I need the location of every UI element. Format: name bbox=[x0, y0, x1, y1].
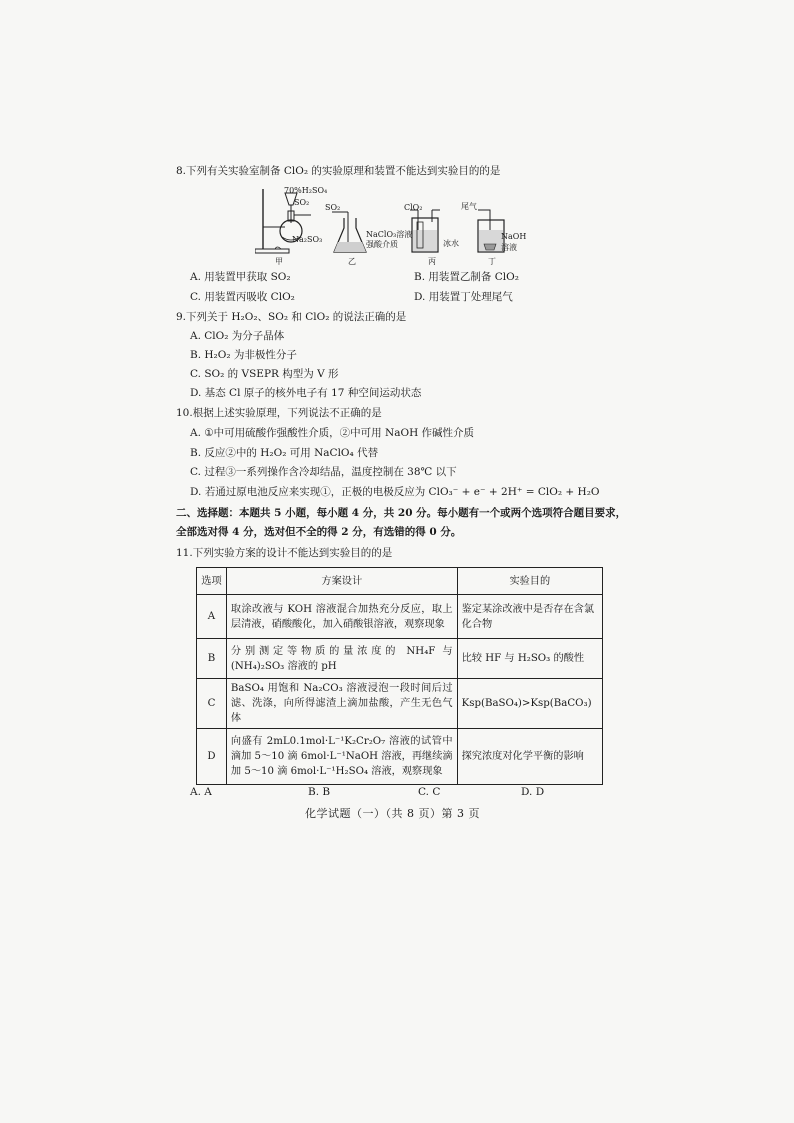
row-d-option: D bbox=[197, 729, 227, 785]
yi-solution-label: NaClO₃溶液 bbox=[366, 230, 413, 239]
q10-option-b: B. 反应②中的 H₂O₂ 可用 NaClO₄ 代替 bbox=[190, 447, 379, 459]
q10-option-d: D. 若通过原电池反应来实现①，正极的电极反应为 ClO₃⁻ + e⁻ + 2H⁺ = ClO₂ + H₂O bbox=[190, 486, 600, 498]
q11-answer-b: B. B bbox=[308, 786, 331, 798]
q8-option-d: D. 用装置丁处理尾气 bbox=[414, 291, 513, 303]
row-b-goal: 比较 HF 与 H₂SO₃ 的酸性 bbox=[457, 639, 602, 679]
q9-option-a: A. ClO₂ 为分子晶体 bbox=[190, 330, 285, 342]
ding-gas-label: 尾气 bbox=[461, 202, 477, 211]
header-goal: 实验目的 bbox=[457, 568, 602, 595]
q10-option-a: A. ①中可用硫酸作强酸性介质，②中可用 NaOH 作碱性介质 bbox=[190, 427, 475, 439]
q11-answer-a: A. A bbox=[190, 786, 212, 798]
q8-option-c: C. 用装置丙吸收 ClO₂ bbox=[190, 291, 295, 303]
apparatus-bing-diagram bbox=[408, 208, 448, 258]
q9-stem: 9.下列关于 H₂O₂、SO₂ 和 ClO₂ 的说法正确的是 bbox=[176, 311, 407, 323]
row-a-option: A bbox=[197, 595, 227, 639]
q11-table bbox=[196, 567, 603, 785]
yi-medium-label: 强酸介质 bbox=[366, 240, 398, 249]
jia-flask-label: Na₂SO₃ bbox=[292, 235, 323, 244]
table-row bbox=[197, 595, 603, 639]
header-design: 方案设计 bbox=[226, 568, 457, 595]
row-b-option: B bbox=[197, 639, 227, 679]
q10-stem: 10.根据上述实验原理，下列说法不正确的是 bbox=[176, 407, 382, 419]
table-row bbox=[197, 639, 603, 679]
row-a-goal: 鉴定某涂改液中是否存在含氯化合物 bbox=[457, 595, 602, 639]
row-c-goal: Ksp(BaSO₄)>Ksp(BaCO₃) bbox=[457, 679, 602, 729]
bing-gas-label: ClO₂ bbox=[404, 203, 423, 212]
q9-option-d: D. 基态 Cl 原子的核外电子有 17 种空间运动状态 bbox=[190, 387, 422, 399]
jia-reagent-label: 70%H₂SO₄ bbox=[284, 186, 328, 195]
jia-caption: 甲 bbox=[275, 257, 283, 266]
row-c-option: C bbox=[197, 679, 227, 729]
section2-instructions-line2: 全部选对得 4 分，选对但不全的得 2 分，有选错的得 0 分。 bbox=[176, 526, 462, 538]
row-d-goal: 探究浓度对化学平衡的影响 bbox=[457, 729, 602, 785]
bing-caption: 丙 bbox=[428, 257, 436, 266]
yi-gas-label: SO₂ bbox=[325, 203, 341, 212]
row-d-design: 向盛有 2mL0.1mol·L⁻¹K₂Cr₂O₇ 溶液的试管中滴加 5～10 滴 6mol·L⁻¹NaOH 溶液，再继续滴加 5～10 滴 6mol·L⁻¹H₂SO₄ 溶液，观察现象 bbox=[226, 729, 457, 785]
page-footer: 化学试题（一）（共 8 页）第 3 页 bbox=[305, 807, 480, 820]
table-row bbox=[197, 679, 603, 729]
q8-option-b: B. 用装置乙制备 ClO₂ bbox=[414, 271, 519, 283]
q9-option-b: B. H₂O₂ 为非极性分子 bbox=[190, 349, 297, 361]
table-row bbox=[197, 729, 603, 785]
q11-stem: 11.下列实验方案的设计不能达到实验目的的是 bbox=[176, 547, 393, 559]
q11-answer-d: D. D bbox=[521, 786, 545, 798]
q8-stem: 8.下列有关实验室制备 ClO₂ 的实验原理和装置不能达到实验目的的是 bbox=[176, 165, 501, 177]
row-b-design: 分别测定等物质的量浓度的 NH₄F 与 (NH₄)₂SO₃ 溶液的 pH bbox=[226, 639, 457, 679]
row-c-design: BaSO₄ 用饱和 Na₂CO₃ 溶液浸泡一段时间后过滤、洗涤，向所得滤渣上滴加盐酸，产生无色气体 bbox=[226, 679, 457, 729]
row-a-design: 取涂改液与 KOH 溶液混合加热充分反应，取上层清液，硝酸酸化，加入硝酸银溶液，观察现象 bbox=[226, 595, 457, 639]
ding-caption: 丁 bbox=[488, 257, 496, 266]
ding-naoh-label: NaOH bbox=[501, 232, 527, 241]
q8-option-a: A. 用装置甲获取 SO₂ bbox=[190, 271, 291, 283]
table-header-row bbox=[197, 568, 603, 595]
q9-option-c: C. SO₂ 的 VSEPR 构型为 V 形 bbox=[190, 368, 339, 380]
ding-solution-label: 溶液 bbox=[501, 243, 517, 252]
header-option: 选项 bbox=[197, 568, 227, 595]
bing-bath-label: 冰水 bbox=[443, 239, 459, 248]
yi-caption: 乙 bbox=[348, 257, 356, 266]
jia-gas-label: SO₂ bbox=[294, 198, 310, 207]
section2-instructions-line1: 二、选择题：本题共 5 小题，每小题 4 分，共 20 分。每小题有一个或两个选项符合题目要求， bbox=[176, 507, 627, 519]
q11-answer-c: C. C bbox=[418, 786, 441, 798]
q10-option-c: C. 过程③一系列操作含冷却结晶，温度控制在 38℃ 以下 bbox=[190, 466, 457, 478]
